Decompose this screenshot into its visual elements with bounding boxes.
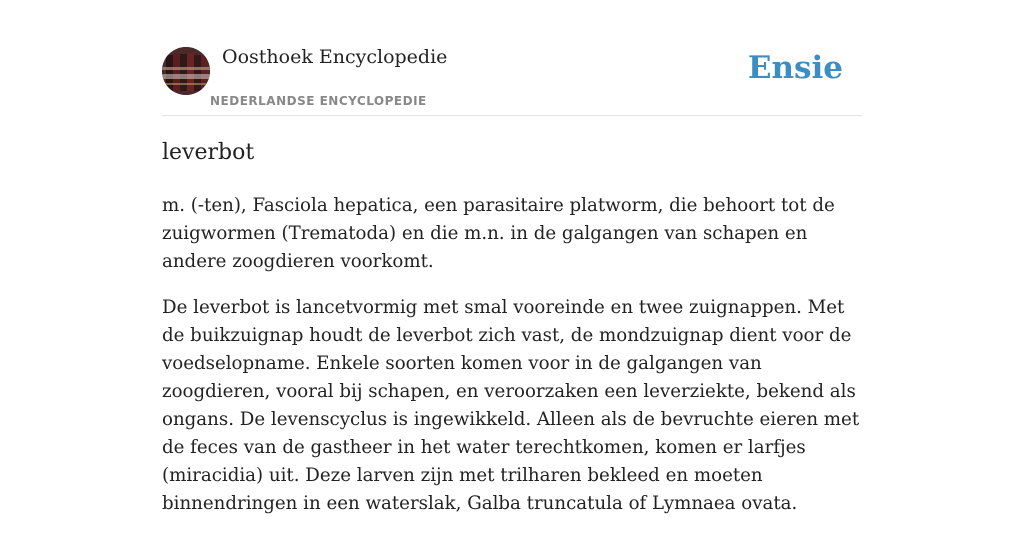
ensie-logo-link[interactable]: Ensie — [747, 50, 843, 86]
page-container — [162, 0, 862, 514]
encyclopedia-books-avatar[interactable] — [162, 47, 210, 95]
entry-body — [162, 192, 862, 536]
books-icon — [162, 47, 210, 95]
entry-paragraph: m. (-ten), Fasciola hepatica, een parasitaire platworm, die behoort tot de zuigwormen (Trematoda) en die m.n. in de galgangen van schapen en andere zoogdieren voorkomt. — [162, 195, 835, 272]
site-title[interactable]: Oosthoek Encyclopedie — [222, 46, 448, 68]
site-header — [162, 0, 862, 116]
entry-title: leverbot — [162, 140, 255, 165]
site-subtitle: NEDERLANDSE ENCYCLOPEDIE — [210, 94, 427, 108]
entry-paragraph: De leverbot is lancetvormig met smal vooreinde en twee zuignappen. Met de buikzuignap houdt de leverbot zich vast, de mondzuignap dient voor de voedselopname. Enkele soorten komen voor in de galgangen van zoogdieren, vooral bij schapen, en veroorzaken een leverziekte, bekend als ongans. De levenscyclus is ingewikkeld. Alleen als de bevruchte eieren met de feces van de gastheer in het water terechtkomen, komen er larfjes (miracidia) uit. Deze larven zijn met trilharen bekleed en moeten binnendringen in een waterslak, Galba truncatula of Lymnaea ovata. — [162, 297, 860, 514]
